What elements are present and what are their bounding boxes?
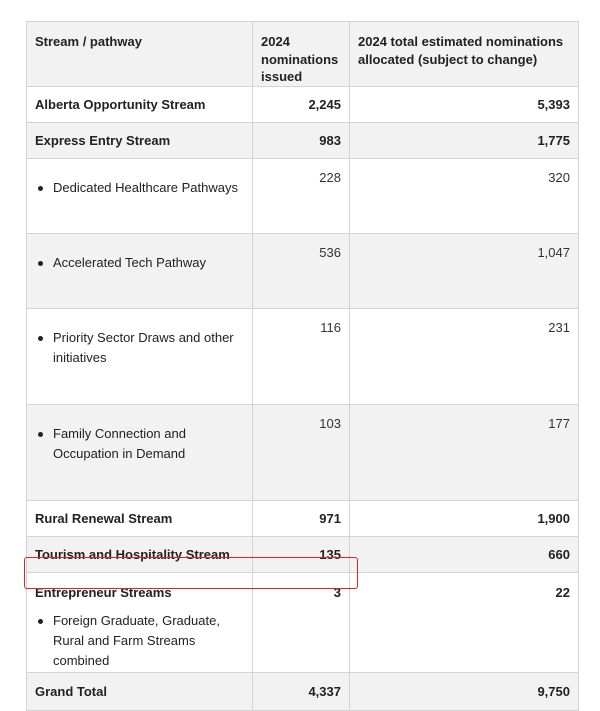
row-label: Priority Sector Draws and other initiatives [53,329,234,365]
row-issued: 135 [253,536,350,572]
row-allocated: 1,775 [350,122,579,158]
row-label: Rural Renewal Stream [27,500,253,536]
row-label: Accelerated Tech Pathway [53,254,206,270]
row-issued: 228 [253,158,350,233]
row-issued: 536 [253,233,350,308]
header-row [27,22,579,87]
row-label: Dedicated Healthcare Pathways [53,179,238,195]
row-allocated: 1,047 [350,233,579,308]
row-issued: 4,337 [253,672,350,710]
row-allocated: 1,900 [350,500,579,536]
bullet-icon [38,619,43,624]
row-sublabel: Foreign Graduate, Graduate, Rural and Farm Streams combined [53,612,220,668]
row-issued: 971 [253,500,350,536]
row-allocated: 9,750 [350,672,579,710]
row-issued: 103 [253,404,350,500]
row-issued: 3 [253,572,350,672]
row-allocated: 231 [350,308,579,404]
header-stream: Stream / pathway [27,22,253,87]
grand-total-row [27,672,579,710]
row-issued: 116 [253,308,350,404]
row-label: Tourism and Hospitality Stream [27,536,253,572]
row-issued: 983 [253,122,350,158]
table-row [27,404,579,500]
table-row [27,233,579,308]
row-label: Express Entry Stream [27,122,253,158]
row-label: Entrepreneur Streams [35,584,172,600]
table-row [27,572,579,672]
row-allocated: 177 [350,404,579,500]
table-row [27,122,579,158]
row-allocated: 5,393 [350,86,579,122]
table-row [27,158,579,233]
table-row [27,308,579,404]
table-row [27,86,579,122]
header-allocated: 2024 total estimated nominations allocated (subject to change) [350,22,579,87]
row-label: Family Connection and Occupation in Demand [53,425,186,461]
nominations-table [26,21,579,711]
bullet-icon [38,432,43,437]
row-allocated: 320 [350,158,579,233]
table-row [27,536,579,572]
row-issued: 2,245 [253,86,350,122]
row-label: Alberta Opportunity Stream [27,86,253,122]
bullet-icon [38,261,43,266]
row-allocated: 22 [350,572,579,672]
table-row [27,500,579,536]
bullet-icon [38,336,43,341]
row-allocated: 660 [350,536,579,572]
header-issued: 2024 nominations issued [253,22,350,87]
row-label: Grand Total [27,672,253,710]
bullet-icon [38,186,43,191]
